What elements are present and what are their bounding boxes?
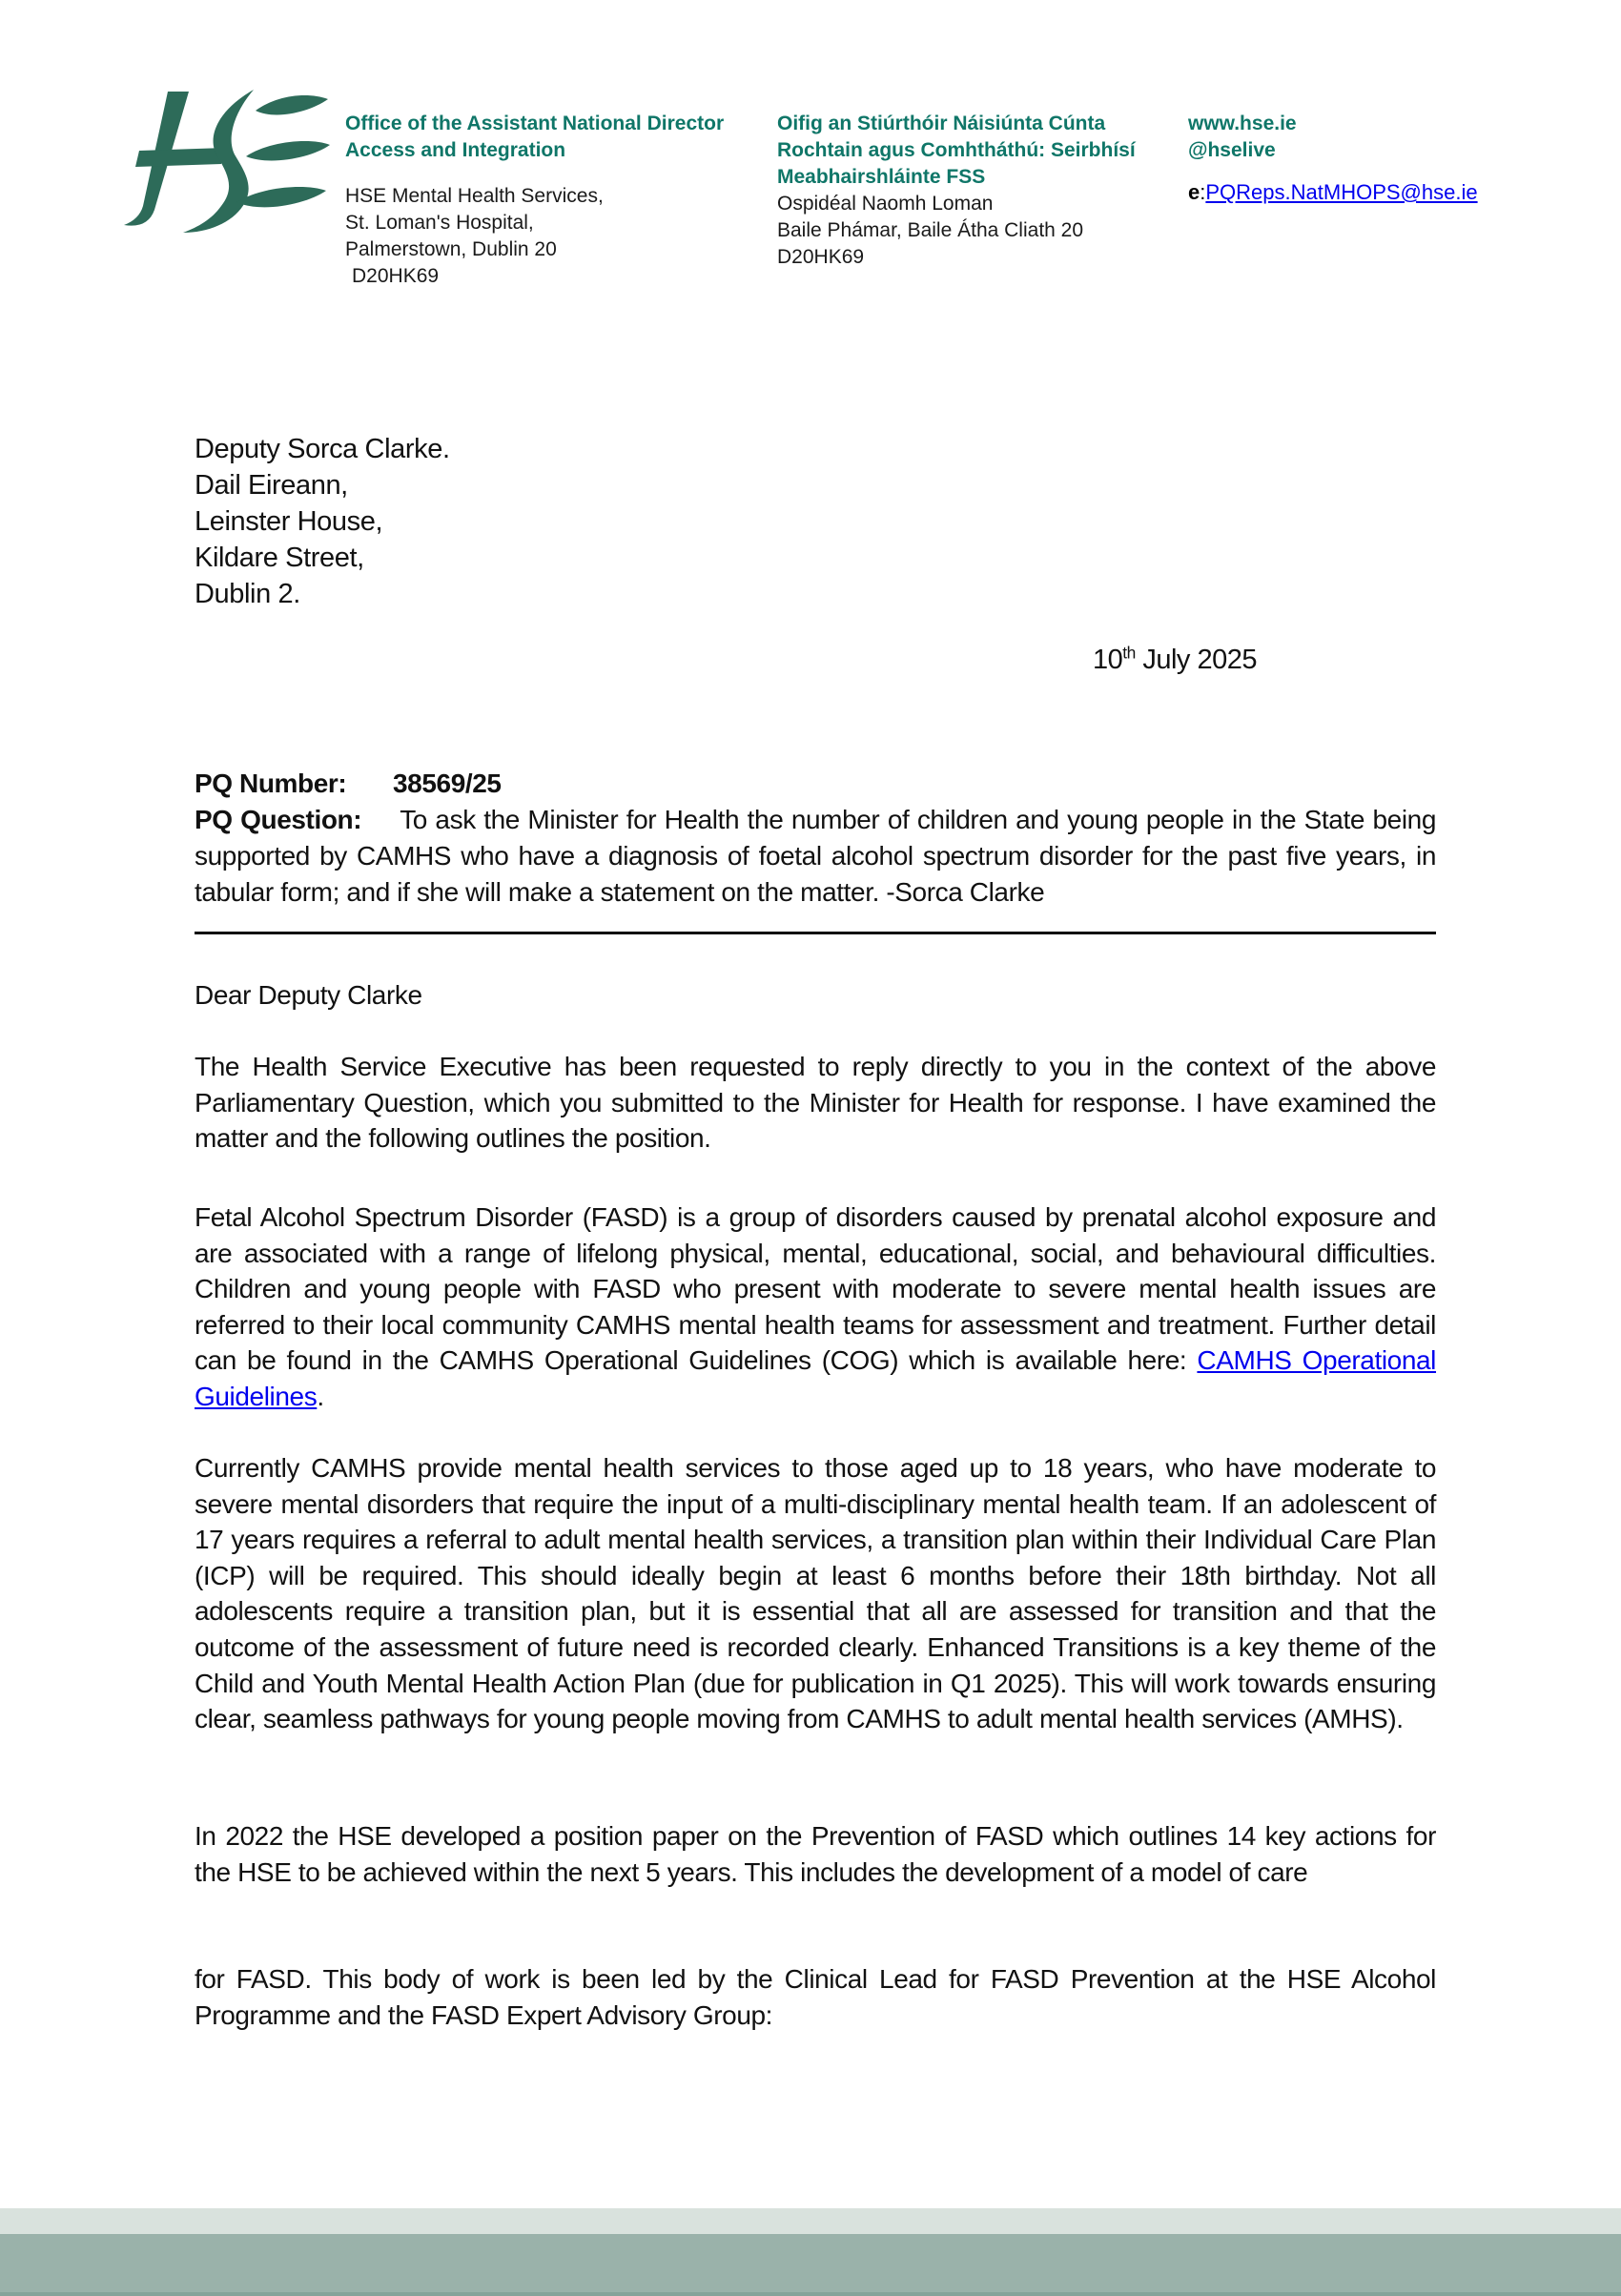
salutation: Dear Deputy Clarke [195,980,422,1010]
recipient-address [195,431,1436,612]
office-title-irish-line1: Oifig an Stiúrthóir Náisiúnta Cúnta [777,113,1106,134]
office-address-en [345,183,776,290]
office-title-irish-line3: Meabhairshláinte FSS [777,166,986,188]
hse-logo [111,88,332,238]
letter-date [1093,645,1493,676]
body-paragraph-3: Currently CAMHS provide mental health services to those aged up to 18 years, who have moderate to severe mental disorders that require the input of a multi-disciplinary mental health team. If an adolescent of 17 years requires a referral to adult mental health services, a transition plan within their Individual Care Plan (ICP) will be required. This should ideally begin at least 6 months before their 18th birthday. Not all adolescents require a transition plan, but it is essential that all are assessed for transition and that the outcome of the assessment of future need is recorded clearly. Enhanced Transitions is a key theme of the Child and Youth Mental Health Action Plan (due for publication in Q1 2025). This will work towards ensuring clear, seamless pathways for young people moving from CAMHS to adult mental health services (AMHS). [195,1453,1436,1734]
office-title-line2: Access and Integration [345,139,566,161]
pq-question-text: To ask the Minister for Health the number of children and young people in the State being supported by CAMHS who have a diagnosis of foetal alcohol spectrum disorder for the past five years, in tabular form; and if she will make a statement on the matter. -Sorca Clarke [195,805,1436,907]
paragraph-text: . [317,1381,324,1411]
address-line: HSE Mental Health Services, [345,185,604,207]
address-line: St. Loman's Hospital, [345,212,534,234]
body-paragraph-1: The Health Service Executive has been requested to reply directly to you in the context of the above Parliamentary Question, which you submitted to the Minister for Health for response. I have examined the matter and the following outlines the position. [195,1052,1436,1154]
letterhead-irish-column [777,111,1185,271]
office-address-irish [777,191,1185,271]
recipient-line: Deputy Sorca Clarke. [195,434,450,464]
date-ordinal: th [1122,643,1136,663]
date-rest: July 2025 [1135,645,1257,675]
office-title-irish-line2: Rochtain agus Comhtháthú: Seirbhísí [777,139,1136,161]
date-day: 10 [1093,645,1123,675]
pq-number-row [195,766,1436,802]
website-text: www.hse.ie [1188,113,1297,134]
paragraph-text: Fetal Alcohol Spectrum Disorder (FASD) is a group of disorders caused by prenatal alcohol exposure and are associated with a range of lifelong physical, mental, educational, social, and behavioural difficulties. Children and young people with FASD who present with moderate to severe mental health issues are referred to their local community CAMHS mental health teams for assessment and treatment. Further detail can be found in the CAMHS Operational Guidelines (COG) which is available here: [195,1202,1436,1376]
recipient-line: Dail Eireann, [195,470,348,501]
recipient-line: Kildare Street, [195,543,364,573]
recipient-line: Leinster House, [195,506,383,537]
pq-number-label: PQ Number: [195,769,347,798]
pq-question-label: PQ Question: [195,805,362,834]
address-line: D20HK69 [777,246,865,268]
address-line: Ospidéal Naomh Loman [777,193,994,215]
body-paragraph-4: In 2022 the HSE developed a position paper on the Prevention of FASD which outlines 14 key actions for the HSE to be achieved within the next 5 years. This includes the development of a model of care [195,1821,1436,1887]
email-prefix: e [1188,180,1200,204]
divider-rule [195,932,1436,934]
camhs-guidelines-link[interactable]: CAMHS Operational Guidelines [195,1345,1437,1411]
footer-band-light [0,2208,1621,2234]
letterhead-contact-column [1188,111,1589,206]
email-separator: : [1200,180,1206,204]
pq-block [195,766,1436,911]
recipient-line: Dublin 2. [195,579,300,609]
pq-number-value: 38569/25 [393,769,502,798]
hse-logo-icon [111,88,332,238]
email-line [1188,179,1589,206]
body-paragraph-5: for FASD. This body of work is been led by the Clinical Lead for FASD Prevention at the HSE Alcohol Programme and the FASD Expert Advisory Group: [195,1964,1436,2030]
address-line-eircode: D20HK69 [352,265,440,287]
office-title-line1: Office of the Assistant National Director [345,113,725,134]
pq-question [195,802,1436,911]
letterhead-english-column [345,111,776,290]
social-handle: @hselive [1188,139,1276,161]
address-line: Palmerstown, Dublin 20 [345,238,557,260]
email-link[interactable]: PQReps.NatMHOPS@hse.ie [1205,180,1478,204]
footer-band-dark [0,2234,1621,2296]
body-paragraph-2 [195,1199,1436,1415]
address-line: Baile Phámar, Baile Átha Cliath 20 [777,219,1084,241]
